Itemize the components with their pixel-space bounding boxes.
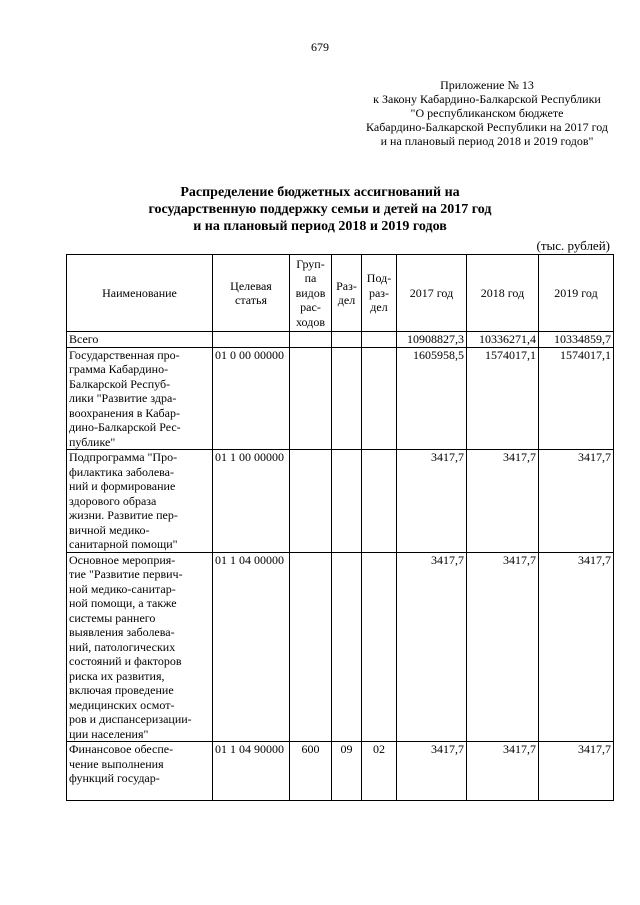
cell-target: [213, 332, 290, 348]
header-2017: 2017 год: [397, 255, 467, 332]
cell-name: Всего: [67, 332, 213, 348]
cell-2019: 3417,7: [539, 450, 614, 553]
budget-table: [66, 254, 614, 801]
cell-2019: 10334859,7: [539, 332, 614, 348]
appendix-line: и на плановый период 2018 и 2019 годов": [380, 134, 594, 148]
table-row: [67, 552, 614, 742]
cell-2019: 3417,7: [539, 552, 614, 742]
cell-group: [290, 450, 332, 553]
cell-target: 01 1 04 00000: [213, 552, 290, 742]
cell-subsection: [362, 552, 397, 742]
appendix-line: Приложение № 13: [440, 78, 534, 92]
cell-subsection: [362, 450, 397, 553]
appendix-line: "О республиканском бюджете: [410, 106, 564, 120]
title-line: Распределение бюджетных ассигнований на: [180, 185, 460, 200]
cell-2018: 3417,7: [467, 742, 539, 801]
title-line: и на плановый период 2018 и 2019 годов: [193, 219, 447, 234]
cell-2017: 1605958,5: [397, 347, 467, 450]
title-line: государственную поддержку семьи и детей на 2017 год: [148, 202, 492, 217]
cell-subsection: [362, 347, 397, 450]
unit-note: (тыс. рублей): [536, 238, 610, 253]
cell-2017: 3417,7: [397, 552, 467, 742]
table-row: [67, 742, 614, 801]
cell-2018: 3417,7: [467, 552, 539, 742]
cell-subsection: 02: [362, 742, 397, 801]
header-subsection: Под- раз- дел: [362, 255, 397, 332]
page-number: 679: [311, 40, 329, 54]
cell-2019: 3417,7: [539, 742, 614, 801]
cell-2018: 3417,7: [467, 450, 539, 553]
cell-target: 01 0 00 00000: [213, 347, 290, 450]
table-row: [67, 332, 614, 348]
cell-name: Финансовое обеспе- чение выполнения функций государ-: [67, 742, 213, 801]
cell-group: 600: [290, 742, 332, 801]
cell-2017: 10908827,3: [397, 332, 467, 348]
header-2019: 2019 год: [539, 255, 614, 332]
header-name: Наименование: [67, 255, 213, 332]
cell-2017: 3417,7: [397, 742, 467, 801]
cell-2018: 1574017,1: [467, 347, 539, 450]
cell-2017: 3417,7: [397, 450, 467, 553]
table-row: [67, 347, 614, 450]
table-row: [67, 450, 614, 553]
cell-section: [332, 552, 362, 742]
cell-group: [290, 332, 332, 348]
cell-section: [332, 450, 362, 553]
cell-target: 01 1 00 00000: [213, 450, 290, 553]
document-title: [60, 184, 580, 235]
cell-section: 09: [332, 742, 362, 801]
header-target: Целевая статья: [213, 255, 290, 332]
cell-section: [332, 347, 362, 450]
cell-name: Подпрограмма "Про- филактика заболева- ний и формирование здорового образа жизни. Развитие пер- вичной медико- санитарной помощи": [67, 450, 213, 553]
appendix-line: Кабардино-Балкарской Республики на 2017 год: [366, 120, 608, 134]
cell-section: [332, 332, 362, 348]
cell-subsection: [362, 332, 397, 348]
header-group: Груп- па видов рас- ходов: [290, 255, 332, 332]
header-2018: 2018 год: [467, 255, 539, 332]
cell-name: Основное мероприя- тие "Развитие первич- ной медико-санитар- ной помощи, а также системы раннего выявления заболева- ний, патологических состояний и факторов риска их развития, включая проведение медицинских осмот- ров и диспансеризации- ции населения": [67, 552, 213, 742]
cell-group: [290, 347, 332, 450]
table-header-row: [67, 255, 614, 332]
appendix-note: [366, 78, 608, 148]
cell-2019: 1574017,1: [539, 347, 614, 450]
appendix-line: к Закону Кабардино-Балкарской Республики: [373, 92, 601, 106]
cell-2018: 10336271,4: [467, 332, 539, 348]
cell-group: [290, 552, 332, 742]
cell-target: 01 1 04 90000: [213, 742, 290, 801]
cell-name: Государственная про- грамма Кабардино- Балкарской Респуб- лики "Развитие здра- воохранения в Кабар- дино-Балкарской Рес- публике": [67, 347, 213, 450]
header-section: Раз- дел: [332, 255, 362, 332]
